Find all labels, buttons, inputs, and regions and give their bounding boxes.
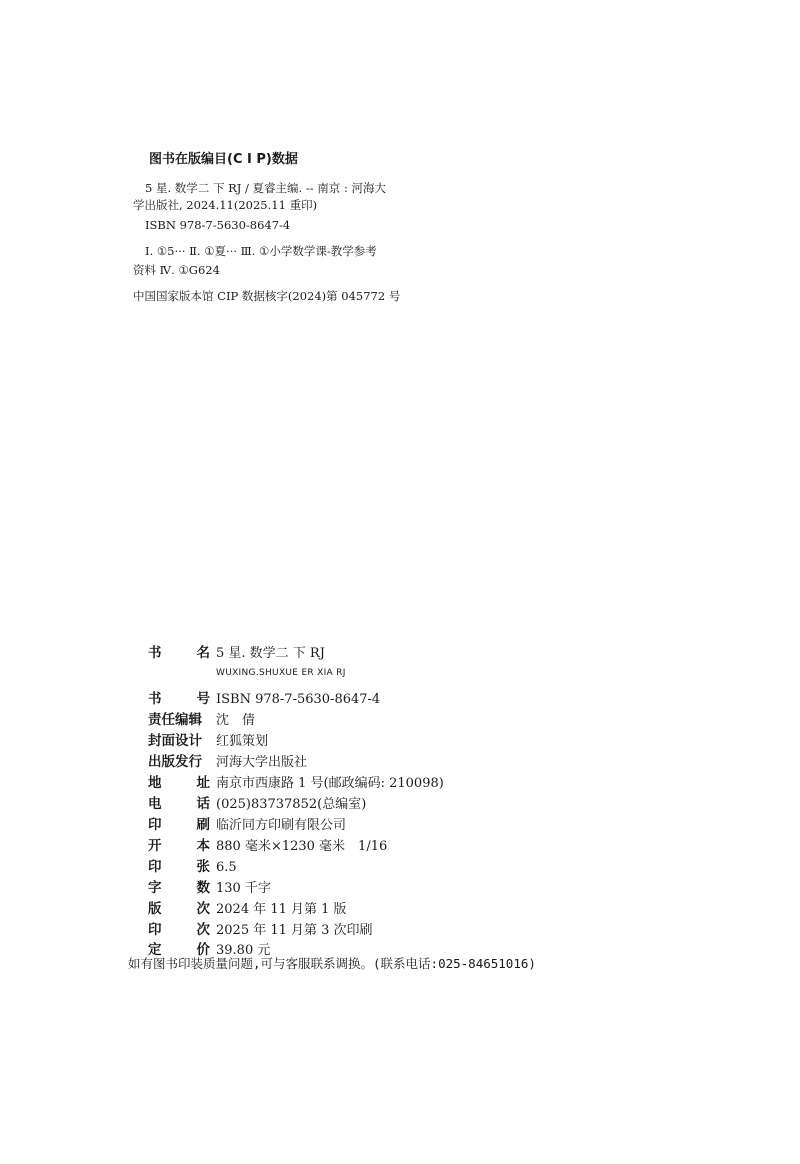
colophon-label: 封面设计 bbox=[148, 733, 202, 749]
colophon-label: 出版发行 bbox=[148, 754, 202, 770]
colophon-value: 130 千字 bbox=[216, 881, 271, 896]
colophon-label: 责任编辑 bbox=[148, 712, 202, 728]
colophon-row-cover bbox=[148, 729, 268, 749]
cip-line-1: 5 星. 数学二 下 RJ / 夏睿主编. -- 南京 : 河海大 bbox=[145, 181, 386, 195]
colophon-label: 印 刷 bbox=[148, 817, 210, 833]
cip-title: 图书在版编目(C I P)数据 bbox=[149, 152, 298, 167]
colophon-value: 2024 年 11 月第 1 版 bbox=[216, 902, 347, 917]
colophon-row-edition bbox=[148, 897, 347, 917]
colophon-row-wordcount bbox=[148, 876, 271, 896]
colophon-label: 电 话 bbox=[148, 796, 210, 812]
colophon-value: 39.80 元 bbox=[216, 943, 271, 958]
colophon-row-printer bbox=[148, 813, 346, 833]
colophon-value: 红狐策划 bbox=[216, 734, 269, 749]
colophon-label: 开 本 bbox=[148, 838, 210, 854]
colophon-value: (025)83737852(总编室) bbox=[216, 797, 367, 812]
colophon-value: 南京市西康路 1 号(邮政编码: 210098) bbox=[216, 776, 444, 791]
colophon-value: 6.5 bbox=[216, 860, 237, 875]
cip-line-4: Ⅰ. ①5··· Ⅱ. ①夏··· Ⅲ. ①小学数学课-教学参考 bbox=[145, 244, 377, 258]
colophon-row-isbn bbox=[148, 687, 380, 707]
colophon-label: 版 次 bbox=[148, 901, 210, 917]
colophon-row-printing bbox=[148, 918, 373, 938]
colophon-row-address bbox=[148, 771, 444, 791]
cip-line-5: 资料 Ⅳ. ①G624 bbox=[133, 263, 220, 277]
colophon-value: 2025 年 11 月第 3 次印刷 bbox=[216, 923, 373, 938]
colophon-row-format bbox=[148, 834, 387, 854]
colophon-row-phone bbox=[148, 792, 366, 812]
colophon-row-publisher bbox=[148, 750, 307, 770]
colophon-label: 印 次 bbox=[148, 922, 210, 938]
colophon-row-sheets bbox=[148, 855, 237, 875]
colophon-label: 字 数 bbox=[148, 880, 210, 896]
title-pinyin: WUXING.SHUXUE ER XIA RJ bbox=[216, 668, 346, 678]
colophon-value: 沈 倩 bbox=[216, 713, 256, 728]
colophon-row-editor bbox=[148, 708, 255, 728]
colophon-label: 书 名 bbox=[148, 645, 210, 661]
colophon-value: 5 星. 数学二 下 RJ bbox=[216, 646, 325, 661]
cip-line-3: ISBN 978-7-5630-8647-4 bbox=[145, 218, 291, 232]
colophon-value: 880 毫米×1230 毫米 1/16 bbox=[216, 839, 388, 854]
colophon-value: 临沂同方印刷有限公司 bbox=[216, 818, 347, 833]
colophon-row-title bbox=[148, 641, 325, 661]
colophon-label: 定 价 bbox=[148, 942, 210, 958]
colophon-label: 书 号 bbox=[148, 691, 210, 707]
colophon-value: ISBN 978-7-5630-8647-4 bbox=[216, 692, 381, 707]
quality-notice: 如有图书印装质量问题,可与客服联系调换。(联系电话:025-84651016) bbox=[128, 956, 536, 971]
colophon-label: 印 张 bbox=[148, 859, 210, 875]
colophon-label: 地 址 bbox=[148, 775, 210, 791]
cip-line-6: 中国国家版本馆 CIP 数据核字(2024)第 045772 号 bbox=[133, 289, 401, 303]
cip-line-2: 学出版社, 2024.11(2025.11 重印) bbox=[133, 198, 318, 212]
colophon-value: 河海大学出版社 bbox=[216, 755, 308, 770]
